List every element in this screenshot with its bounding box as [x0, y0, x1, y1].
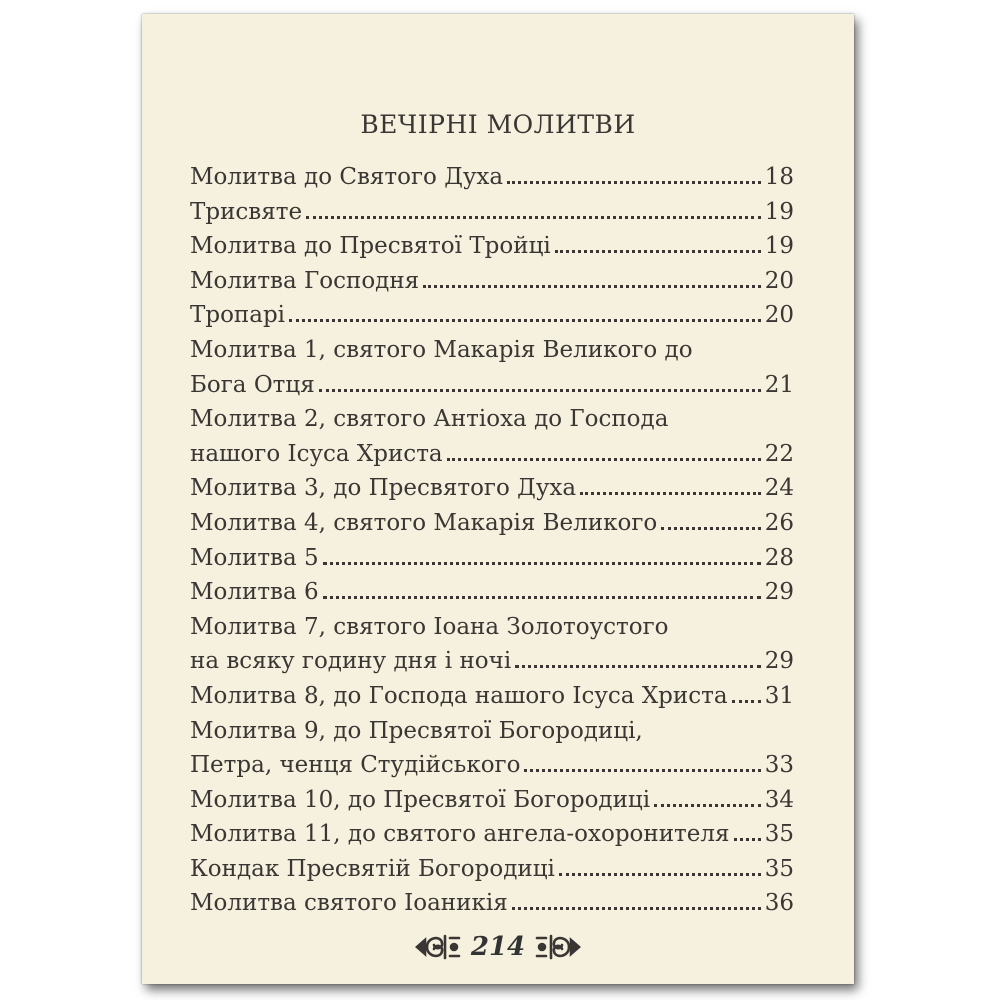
- dot-leader: [654, 788, 761, 807]
- toc-entry: [190, 852, 794, 887]
- toc-entry-title: Молитва 9, до Пресвятої Богородиці,: [190, 717, 643, 744]
- toc-entry-title: Тропарі: [190, 302, 286, 329]
- toc-entry: [190, 402, 794, 471]
- toc-entry-title: Молитва святого Іоаникія: [190, 890, 508, 917]
- toc-entry-line: [190, 298, 794, 333]
- toc-entry-line: [190, 644, 794, 679]
- toc-entry: [190, 506, 794, 541]
- toc-page-number: 22: [764, 440, 794, 467]
- toc-page-number: 21: [764, 371, 794, 398]
- toc-page-number: 20: [764, 267, 794, 294]
- dot-leader: [507, 165, 761, 184]
- dot-leader: [289, 303, 761, 322]
- toc-entry-title: Кондак Пресвятій Богородиці: [190, 855, 555, 882]
- dot-leader: [732, 684, 761, 703]
- toc-entry-title: Молитва 7, святого Іоана Золотоустого: [190, 613, 669, 640]
- dot-leader: [306, 200, 761, 219]
- toc-entry-line: [190, 229, 794, 264]
- toc-entry-line: [190, 748, 794, 783]
- toc-entry-line: [190, 886, 794, 921]
- toc-page-number: 31: [764, 682, 794, 709]
- toc-entry: [190, 679, 794, 714]
- toc-entry-line: [190, 264, 794, 299]
- toc-page-number: 28: [764, 544, 794, 571]
- toc-entry: [190, 298, 794, 333]
- dot-leader: [423, 269, 761, 288]
- toc-page-number: 26: [764, 509, 794, 536]
- toc-entry-title: Молитва 10, до Пресвятої Богородиці: [190, 786, 651, 813]
- toc-entry-line: [190, 575, 794, 610]
- toc-entry-title: Бога Отця: [190, 371, 315, 398]
- toc-entry: [190, 714, 794, 783]
- dot-leader: [555, 234, 761, 253]
- table-of-contents: [190, 160, 794, 921]
- toc-entry-title: Петра, ченця Студійського: [190, 752, 521, 779]
- dot-leader: [319, 372, 761, 391]
- toc-entry: [190, 886, 794, 921]
- toc-entry-line: [190, 160, 794, 195]
- toc-entry-title: Молитва 8, до Господа нашого Ісуса Христа: [190, 682, 728, 709]
- toc-entry-title: Молитва 3, до Пресвятого Духа: [190, 475, 577, 502]
- toc-page-number: 18: [764, 164, 794, 190]
- dot-leader: [559, 857, 761, 876]
- dot-leader: [580, 476, 761, 495]
- toc-page-number: 35: [764, 821, 794, 848]
- toc-entry-line: [190, 783, 794, 818]
- toc-entry-line: [190, 852, 794, 887]
- section-title: ВЕЧІРНІ МОЛИТВИ: [360, 110, 636, 139]
- toc-entry: [190, 229, 794, 264]
- toc-entry-title: Молитва 5: [190, 544, 319, 571]
- toc-entry: [190, 333, 794, 402]
- toc-entry-title: на всяку годину дня і ночі: [190, 648, 512, 675]
- toc-page-number: 36: [764, 890, 794, 917]
- toc-entry-line: [190, 541, 794, 576]
- toc-page-number: 19: [764, 233, 794, 260]
- toc-entry-line: [190, 195, 794, 230]
- toc-entry: [190, 264, 794, 299]
- toc-entry-line: [190, 610, 794, 645]
- page-footer: [142, 932, 854, 962]
- toc-page-number: 29: [764, 579, 794, 606]
- toc-entry-line: [190, 368, 794, 403]
- toc-entry-line: [190, 817, 794, 852]
- toc-entry-title: Молитва 11, до святого ангела-охоронителя: [190, 821, 730, 848]
- toc-entry: [190, 817, 794, 852]
- toc-entry-line: [190, 333, 794, 368]
- dot-leader: [515, 649, 761, 668]
- toc-entry-line: [190, 714, 794, 749]
- dot-leader: [661, 511, 760, 530]
- dot-leader: [512, 891, 761, 910]
- toc-entry-title: Трисвяте: [190, 198, 303, 225]
- toc-entry-line: [190, 402, 794, 437]
- toc-entry-title: Молитва до Святого Духа: [190, 164, 504, 190]
- toc-entry-line: [190, 437, 794, 472]
- toc-page-number: 33: [764, 752, 794, 779]
- toc-page-number: 29: [764, 648, 794, 675]
- toc-entry: [190, 783, 794, 818]
- toc-entry-title: Молитва до Пресвятої Тройці: [190, 233, 551, 260]
- toc-entry-title: Молитва 4, святого Макарія Великого: [190, 509, 658, 536]
- toc-entry-title: Молитва 2, святого Антіоха до Господа: [190, 406, 669, 433]
- toc-entry: [190, 610, 794, 679]
- toc-entry-title: нашого Ісуса Христа: [190, 440, 443, 467]
- ornament-right-icon: [535, 932, 581, 962]
- toc-page-number: 34: [764, 786, 794, 813]
- ornament-left-icon: [415, 932, 461, 962]
- dot-leader: [323, 545, 761, 564]
- dot-leader: [524, 753, 760, 772]
- toc-entry: [190, 541, 794, 576]
- dot-leader: [734, 822, 761, 841]
- toc-entry-line: [190, 506, 794, 541]
- book-page: [142, 14, 854, 984]
- dot-leader: [447, 442, 761, 461]
- toc-page-number: 35: [764, 855, 794, 882]
- toc-entry-line: [190, 679, 794, 714]
- toc-entry: [190, 160, 794, 195]
- toc-entry-title: Молитва Господня: [190, 267, 420, 294]
- toc-page-number: 24: [764, 475, 794, 502]
- toc-entry: [190, 195, 794, 230]
- toc-entry: [190, 575, 794, 610]
- toc-page-number: 20: [764, 302, 794, 329]
- toc-page-number: 19: [764, 198, 794, 225]
- toc-entry-title: Молитва 6: [190, 579, 319, 606]
- toc-entry-line: [190, 471, 794, 506]
- toc-entry-title: Молитва 1, святого Макарія Великого до: [190, 336, 693, 363]
- dot-leader: [323, 580, 761, 599]
- page-number: 214: [470, 932, 526, 962]
- toc-entry: [190, 471, 794, 506]
